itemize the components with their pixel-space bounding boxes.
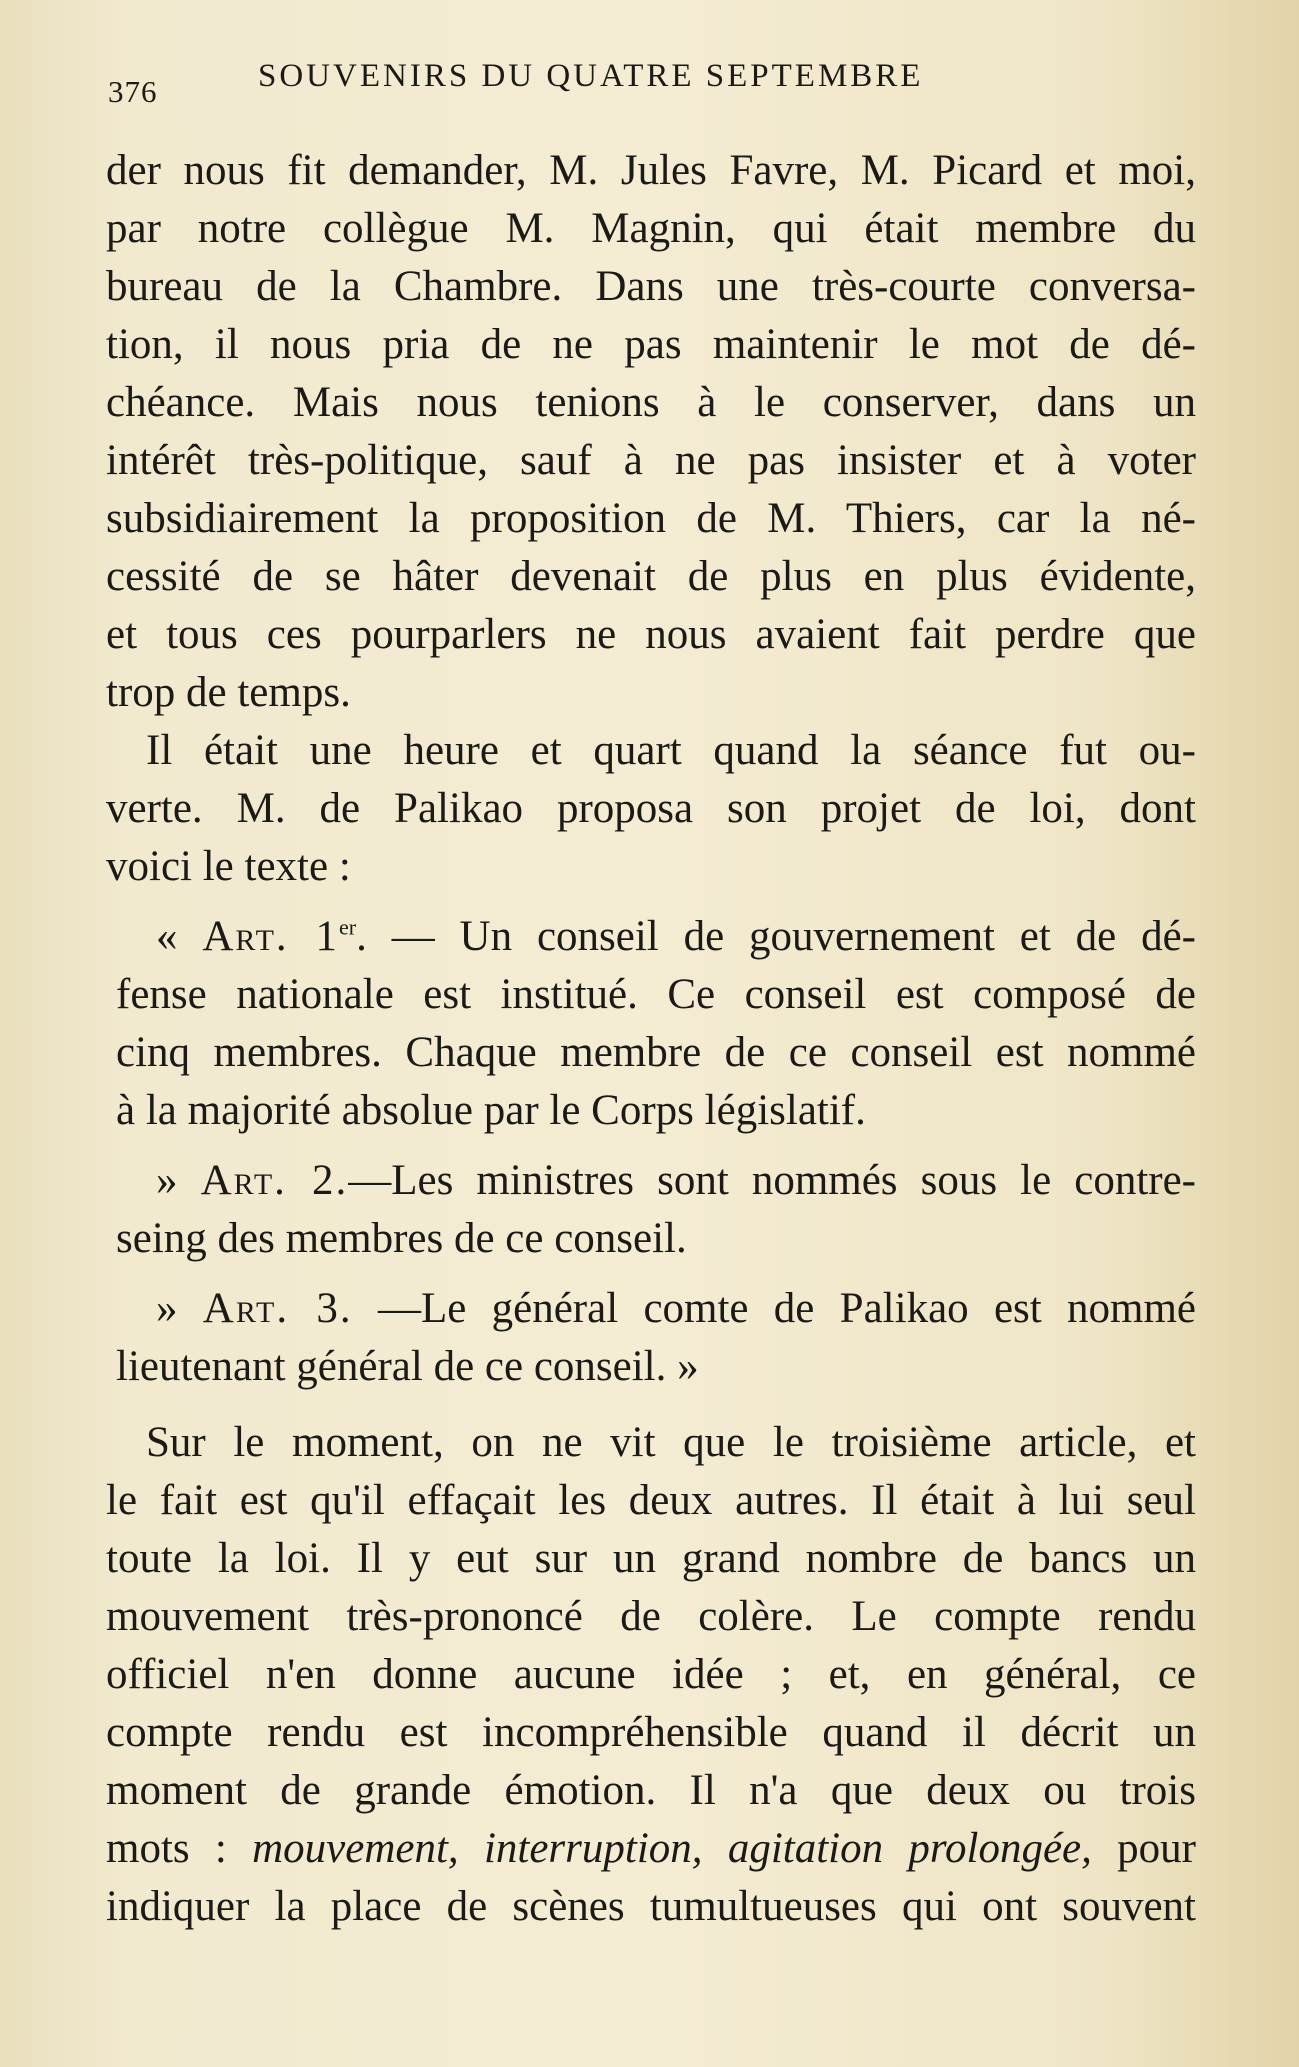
text-line: tion, il nous pria de ne pas maintenir le mot de dé-	[106, 321, 1196, 368]
text-line: par notre collègue M. Magnin, qui était membre du	[106, 205, 1196, 252]
text-line: toute la loi. Il y eut sur un grand nombre de bancs un	[106, 1535, 1196, 1582]
running-title: SOUVENIRS DU QUATRE SEPTEMBRE	[258, 58, 924, 94]
text-line: intérêt très-politique, sauf à ne pas insister et à voter	[106, 437, 1196, 484]
article-label: Art. 1	[202, 913, 340, 960]
page-number: 376	[108, 74, 158, 109]
article-text: —Le général comte de Palikao est nommé	[352, 1285, 1197, 1332]
article-3	[106, 1280, 1196, 1396]
text-line: indiquer la place de scènes tumultueuses qui ont souvent	[106, 1883, 1196, 1930]
quote-open: «	[156, 913, 203, 960]
text-line: et tous ces pourparlers ne nous avaient fait perdre que	[106, 611, 1196, 658]
paragraph-2	[106, 722, 1196, 896]
text-run: pour	[1091, 1825, 1196, 1872]
page-body	[106, 142, 1196, 1936]
text-line: Il était une heure et quart quand la séance fut ou-	[146, 727, 1196, 774]
paragraph-3	[106, 1414, 1196, 1936]
ordinal-suffix: er	[339, 914, 357, 940]
text-line: lieutenant général de ce conseil. »	[116, 1343, 699, 1390]
text-line: mouvement très-prononcé de colère. Le compte rendu	[106, 1593, 1196, 1640]
text-line: compte rendu est incompréhensible quand il décrit un	[106, 1709, 1196, 1756]
text-line	[106, 1820, 1196, 1878]
text-line: cinq membres. Chaque membre de ce conseil est nommé	[116, 1029, 1196, 1076]
text-line	[116, 1152, 1196, 1210]
quote-mark: »	[156, 1157, 201, 1204]
article-label: Art. 2.	[200, 1157, 349, 1204]
article-text: —Les ministres sont nommés sous le contre-	[348, 1157, 1196, 1204]
text-line: bureau de la Chambre. Dans une très-courte conversa-	[106, 263, 1196, 310]
paragraph-1	[106, 142, 1196, 722]
text-line: seing des membres de ce conseil.	[116, 1215, 687, 1262]
article-1	[106, 908, 1196, 1140]
text-line: moment de grande émotion. Il n'a que deux ou trois	[106, 1767, 1196, 1814]
quote-mark: »	[156, 1285, 203, 1332]
text-line: der nous fit demander, M. Jules Favre, M. Picard et moi,	[106, 147, 1196, 194]
text-line	[116, 1280, 1196, 1338]
article-text: . — Un conseil de gouvernement et de dé-	[356, 913, 1197, 960]
text-line: Sur le moment, on ne vit que le troisième article, et	[146, 1419, 1196, 1466]
running-header	[108, 58, 1228, 108]
text-line: cessité de se hâter devenait de plus en plus évidente,	[106, 553, 1196, 600]
text-line: voici le texte :	[106, 843, 351, 890]
text-line: verte. M. de Palikao proposa son projet de loi, dont	[106, 785, 1196, 832]
text-line: à la majorité absolue par le Corps législatif.	[116, 1087, 866, 1134]
text-line	[116, 908, 1196, 966]
text-line: le fait est qu'il effaçait les deux autres. Il était à lui seul	[106, 1477, 1196, 1524]
text-line: chéance. Mais nous tenions à le conserver, dans un	[106, 379, 1196, 426]
text-line: subsidiairement la proposition de M. Thiers, car la né-	[106, 495, 1196, 542]
text-line: fense nationale est institué. Ce conseil est composé de	[116, 971, 1196, 1018]
text-line: officiel n'en donne aucune idée ; et, en général, ce	[106, 1651, 1196, 1698]
article-label: Art. 3.	[202, 1285, 353, 1332]
article-2	[106, 1152, 1196, 1268]
italic-run: mouvement, interruption, agitation prolongée,	[252, 1825, 1092, 1872]
text-line: trop de temps.	[106, 669, 351, 716]
text-run: mots :	[106, 1825, 253, 1872]
